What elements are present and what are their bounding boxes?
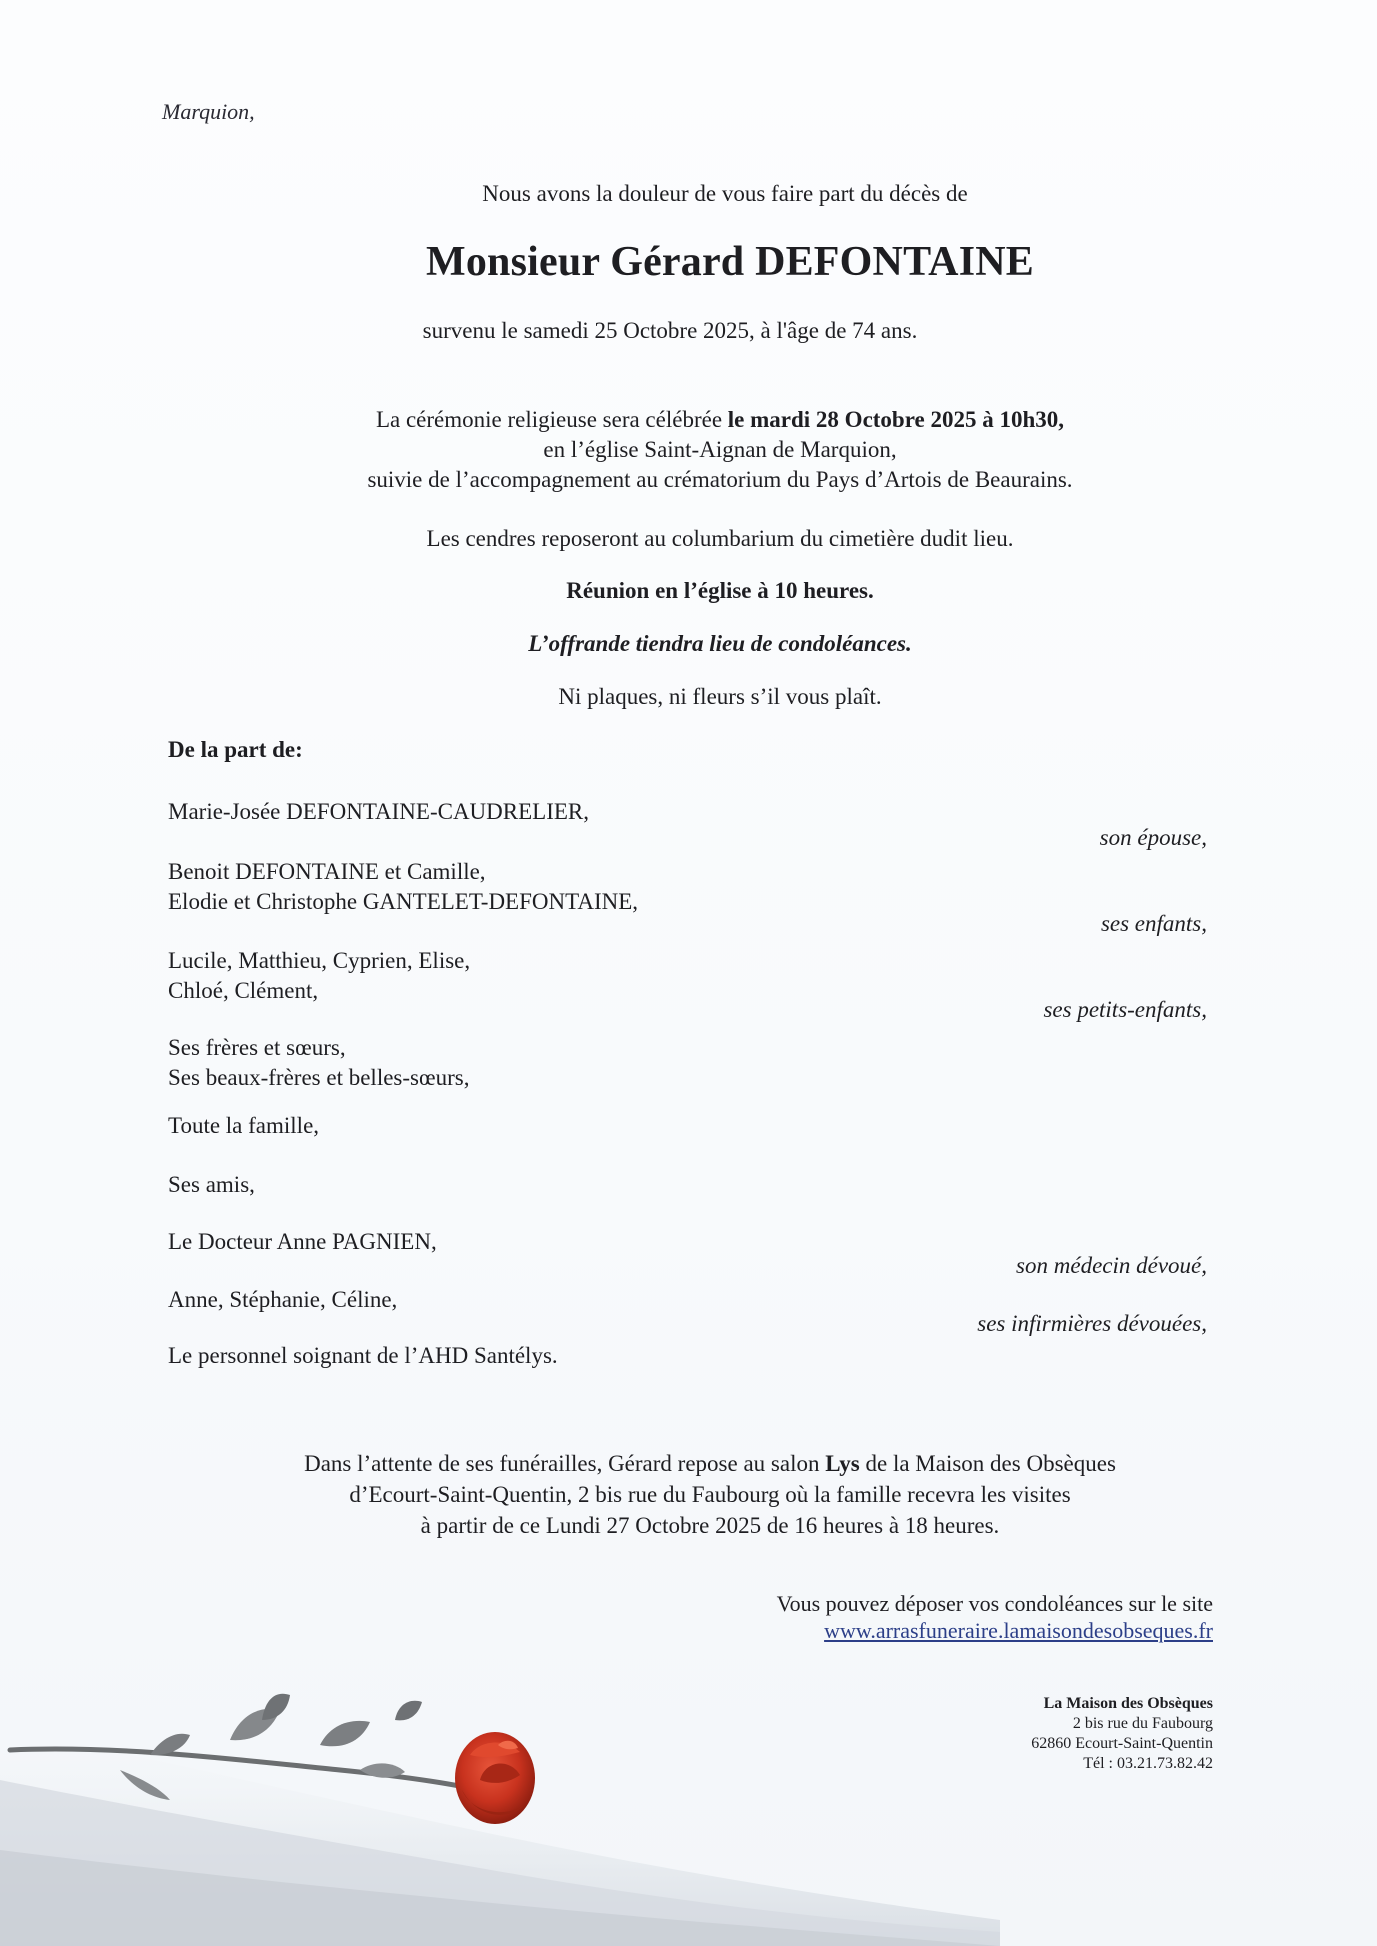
family-line: Ses frères et sœurs,	[168, 1035, 346, 1060]
agency-name: La Maison des Obsèques	[1043, 1695, 1213, 1712]
agency-phone: Tél : 03.21.73.82.42	[1083, 1755, 1213, 1772]
relation-label: ses petits-enfants,	[1043, 997, 1207, 1022]
deceased-name: Monsieur Gérard DEFONTAINE	[426, 239, 1034, 285]
family-line: Le Docteur Anne PAGNIEN,	[168, 1229, 437, 1254]
wake-line-1	[220, 1448, 1200, 1479]
family-line: Benoit DEFONTAINE et Camille,	[168, 859, 486, 884]
relation-label: ses enfants,	[1100, 911, 1207, 936]
family-entry	[168, 797, 589, 827]
family-line: Le personnel soignant de l’AHD Santélys.	[168, 1343, 558, 1368]
condolences-link[interactable]: www.arrasfuneraire.lamaisondesobseques.fr	[824, 1618, 1213, 1643]
family-entry	[168, 1111, 319, 1141]
family-entry	[168, 1033, 469, 1093]
family-line: Toute la famille,	[168, 1113, 320, 1138]
family-line: Lucile, Matthieu, Cyprien, Elise,	[168, 948, 471, 973]
leaf-icon	[320, 1721, 370, 1746]
leaf-icon	[150, 1734, 190, 1755]
wake-prefix: Dans l’attente de ses funérailles, Gérard repose au salon	[304, 1451, 826, 1476]
family-entry	[168, 946, 470, 1006]
intro-text: Nous avons la douleur de vous faire part du décès de	[482, 181, 968, 206]
meeting-text: Réunion en l’église à 10 heures.	[566, 578, 874, 603]
agency-street: 2 bis rue du Faubourg	[1072, 1715, 1213, 1732]
ashes-text: Les cendres reposeront au columbarium du cimetière dudit lieu.	[426, 526, 1014, 551]
ceremony-block	[270, 405, 1170, 495]
death-date-text: survenu le samedi 25 Octobre 2025, à l'âge de 74 ans.	[422, 318, 918, 343]
leaf-icon	[262, 1694, 290, 1720]
offering-text: L’offrande tiendra lieu de condoléances.	[528, 631, 912, 656]
relation-label: ses infirmières dévouées,	[977, 1311, 1207, 1336]
rose-flower-icon	[455, 1732, 535, 1824]
salon-name: Lys	[825, 1451, 860, 1476]
from-label: De la part de:	[168, 737, 303, 762]
family-entry	[168, 1285, 397, 1315]
family-line: Chloé, Clément,	[168, 978, 319, 1003]
ceremony-church: en l’église Saint-Aignan de Marquion,	[543, 437, 897, 462]
family-line: Ses amis,	[168, 1172, 255, 1197]
family-line: Marie-Josée DEFONTAINE-CAUDRELIER,	[168, 799, 590, 824]
leaf-icon	[395, 1701, 422, 1721]
wake-line-2: d’Ecourt-Saint-Quentin, 2 bis rue du Faubourg où la famille recevra les visites	[349, 1482, 1071, 1507]
no-flowers-text: Ni plaques, ni fleurs s’il vous plaît.	[558, 684, 882, 709]
relation-label: son médecin dévoué,	[1016, 1253, 1207, 1278]
family-entry	[168, 1227, 437, 1257]
ceremony-crematorium: suivie de l’accompagnement au crématorium du Pays d’Artois de Beaurains.	[367, 467, 1073, 492]
condolences-block	[613, 1590, 1213, 1644]
ceremony-prefix: La cérémonie religieuse sera célébrée	[375, 407, 728, 432]
agency-city: 62860 Ecourt-Saint-Quentin	[1031, 1735, 1213, 1752]
family-entry	[168, 1341, 558, 1371]
condolences-text: Vous pouvez déposer vos condoléances sur le site	[776, 1591, 1213, 1616]
family-entry	[168, 1170, 255, 1200]
family-line: Ses beaux-frères et belles-sœurs,	[168, 1065, 470, 1090]
wake-suffix: de la Maison des Obsèques	[859, 1451, 1116, 1476]
family-line: Anne, Stéphanie, Céline,	[168, 1287, 398, 1312]
agency-block	[913, 1694, 1213, 1774]
ceremony-date: le mardi 28 Octobre 2025 à 10h30,	[727, 407, 1065, 432]
place-heading: Marquion,	[162, 99, 255, 124]
wake-line-3: à partir de ce Lundi 27 Octobre 2025 de 16 heures à 18 heures.	[420, 1513, 1000, 1538]
relation-label: son épouse,	[1099, 825, 1207, 850]
ceremony-line-1	[270, 405, 1170, 435]
wake-block	[220, 1448, 1200, 1541]
family-entry	[168, 857, 638, 917]
rose-illustration	[0, 1660, 1000, 1946]
family-line: Elodie et Christophe GANTELET-DEFONTAINE,	[168, 889, 639, 914]
